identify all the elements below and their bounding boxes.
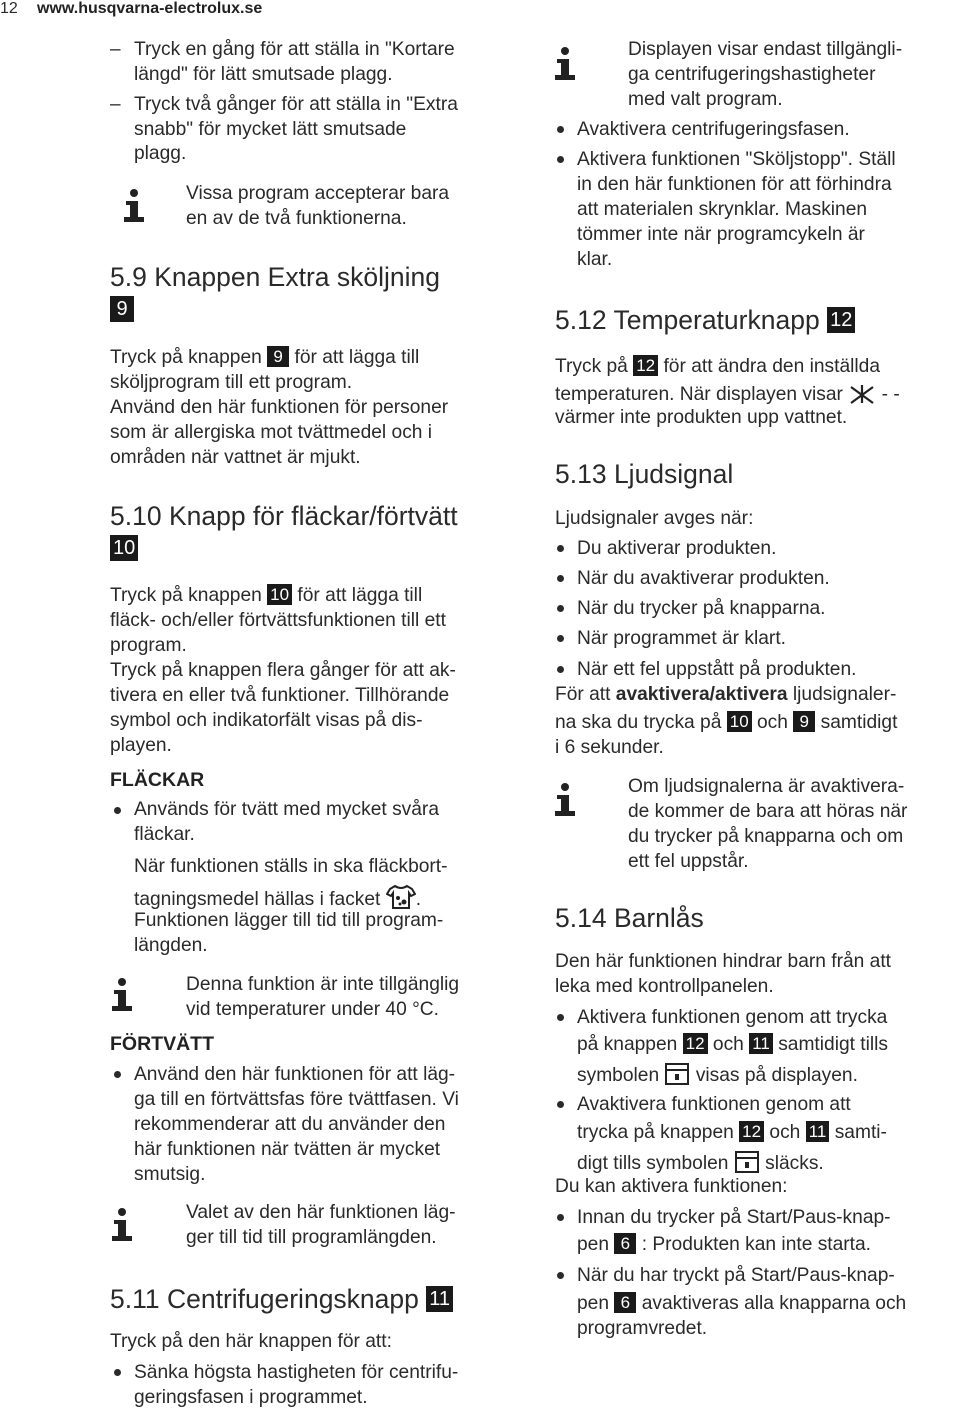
bullet-line: Avaktivera centrifugeringsfasen. [577,119,850,140]
button-12-badge: 12 [633,355,658,376]
bullet-dot [557,1101,564,1108]
paragraph-line: playen. [110,735,172,756]
paragraph-line: värmer inte produkten upp vattnet. [555,407,848,428]
bullet-dot [114,1071,121,1078]
bullet-line: att materialen skrynklar. Maskinen [577,199,868,220]
dash-item-line: Tryck en gång för att ställa in "Kortare [134,39,455,60]
button-12-badge: 12 [739,1121,764,1142]
paragraph-line: Tryck på den här knappen för att: [110,1331,392,1352]
paragraph-line: leka med kontrollpanelen. [555,976,774,997]
bullet-line: När ett fel uppstått på produkten. [577,659,857,680]
subheading: FÖRTVÄTT [110,1033,214,1055]
bullet-line: Använd den här funktionen för att läg- [134,1064,456,1085]
section-number-badge: 10 [110,535,138,562]
paragraph-line: i 6 sekunder. [555,737,664,758]
button-12-badge: 12 [683,1033,708,1054]
bullet-dot [557,1214,564,1221]
info-note-line: med valt program. [628,89,783,110]
info-note-line: en av de två funktionerna. [186,208,407,229]
dash-marker: – [110,94,121,115]
info-icon [98,1205,146,1245]
bullet-line: Innan du trycker på Start/Paus-knap- [577,1207,891,1228]
paragraph-line: Tryck på 12 för att ändra den inställda [555,356,881,377]
bullet-line: När du trycker på knapparna. [577,598,826,619]
paragraph-line: na ska du trycka på 10 och 9 samtidigt [555,712,898,733]
stain-compartment-icon [386,884,416,910]
child-lock-icon [734,1150,760,1174]
paragraph-line: Den här funktionen hindrar barn från att [555,951,891,972]
bullet-line: på knappen 12 och 11 samtidigt tills [577,1034,889,1055]
bullet-line: symbolen visas på displayen. [577,1062,858,1089]
bullet-line: När programmet är klart. [577,628,786,649]
bullet-line: När du avaktiverar produkten. [577,568,830,589]
bullet-line: pen 6 : Produkten kan inte starta. [577,1234,872,1255]
bullet-line: tömmer inte när programcykeln är [577,224,865,245]
paragraph-line: När funktionen ställs in ska fläckbort- [134,856,448,877]
bullet-line: programvredet. [577,1318,708,1339]
section-title: 5.10 Knapp för fläckar/förtvätt [110,501,458,531]
subheading: FLÄCKAR [110,769,205,791]
bullet-line: geringsfasen i programmet. [134,1387,368,1408]
paragraph-line: sköljprogram till ett program. [110,372,353,393]
info-note-line: Om ljudsignalerna är avaktivera- [628,776,905,797]
info-note-line: Displayen visar endast tillgängli- [628,39,903,60]
paragraph-line: Tryck på knappen flera gånger för att ak- [110,660,456,681]
paragraph-line: Använd den här funktionen för personer [110,397,449,418]
bullet-line: fläckar. [134,824,195,845]
info-note-line: du trycker på knapparna och om [628,826,904,847]
info-note-line: ett fel uppstår. [628,851,749,872]
paragraph-line: tagningsmedel hällas i facket . [134,884,421,913]
paragraph-line: fläck- och/eller förtvättsfunktionen till ett [110,610,446,631]
info-note-line: Vissa program accepterar bara [186,183,450,204]
bullet-line: trycka på knappen 12 och 11 samti- [577,1122,887,1143]
paragraph-line: som är allergiska mot tvättmedel och i [110,422,433,443]
bullet-line: ga till en förtvättsfas före tvättfasen. Vi [134,1089,459,1110]
section-number-badge: 9 [110,296,134,323]
bullet-line: När du har tryckt på Start/Paus-knap- [577,1265,895,1286]
dash-item-line: plagg. [134,143,187,164]
bullet-line: in den här funktionen för att förhindra [577,174,892,195]
info-note-line: ger till tid till programlängden. [186,1227,437,1248]
info-note-line: Denna funktion är inte tillgänglig [186,974,460,995]
info-note-line: Valet av den här funktionen läg- [186,1202,456,1223]
bullet-line: Avaktivera funktionen genom att [577,1094,851,1115]
bullet-line: Aktivera funktionen "Sköljstopp". Ställ [577,149,896,170]
button-9-badge: 9 [793,711,815,732]
section-title: 5.9 Knappen Extra sköljning [110,262,440,292]
button-11-badge: 11 [806,1121,830,1142]
bullet-line: klar. [577,249,613,270]
bullet-dot [114,807,121,814]
bullet-line: Används för tvätt med mycket svåra [134,799,439,820]
bullet-dot [557,126,564,133]
paragraph-line: tivera en eller två funktioner. Tillhörande [110,685,450,706]
button-10-badge: 10 [727,711,752,732]
bullet-dot [114,1369,121,1376]
button-10-badge: 10 [267,584,292,605]
paragraph-line: temperaturen. När displayen visar - - [555,381,900,408]
bullet-dot [557,156,564,163]
paragraph-line: symbol och indikatorfält visas på dis- [110,710,423,731]
dash-item-line: snabb" för mycket lätt smutsade [134,119,407,140]
info-note-line: vid temperaturer under 40 °C. [186,999,439,1020]
info-icon [98,975,146,1015]
bullet-line: Du aktiverar produkten. [577,538,777,559]
bullet-dot [557,666,564,673]
info-note-line: ga centrifugeringshastigheter [628,64,876,85]
paragraph-line: Tryck på knappen 10 för att lägga till [110,585,423,606]
info-note-line: de kommer de bara att höras när [628,801,908,822]
bullet-line: här funktionen när tvätten är mycket [134,1139,441,1160]
paragraph-line: För att avaktivera/aktivera ljudsignaler- [555,684,897,705]
bullet-line: Sänka högsta hastigheten för centrifu- [134,1362,459,1383]
bullet-dot [557,605,564,612]
section-number-badge: 11 [426,1286,453,1312]
bullet-line: Aktivera funktionen genom att trycka [577,1007,888,1028]
section-number-badge: 12 [827,307,855,333]
bullet-dot [557,575,564,582]
child-lock-icon [664,1062,690,1086]
bullet-line: pen 6 avaktiveras alla knapparna och [577,1293,907,1314]
dash-item-line: längd" för lätt smutsade plagg. [134,64,393,85]
paragraph-line: Du kan aktivera funktionen: [555,1176,788,1197]
paragraph-line: längden. [134,935,208,956]
bullet-line: digt tills symbolen släcks. [577,1150,824,1177]
dash-item-line: Tryck två gånger för att ställa in "Extra [134,94,458,115]
bullet-line: rekommenderar att du använder den [134,1114,446,1135]
button-9-badge: 9 [267,346,289,367]
page-number: 12 [0,0,18,17]
info-icon [541,44,589,84]
bullet-dot [557,635,564,642]
section-title: 5.12 Temperaturknapp 12 [555,305,855,335]
button-11-badge: 11 [749,1033,773,1054]
bullet-dot [557,1014,564,1021]
section-title: 5.14 Barnlås [555,903,704,933]
paragraph-line: områden när vattnet är mjukt. [110,447,361,468]
site-url: www.husqvarna-electrolux.se [37,0,263,17]
bullet-line: smutsig. [134,1164,206,1185]
info-icon [110,186,158,226]
paragraph-line: Funktionen lägger till tid till program- [134,910,444,931]
section-title: 5.11 Centrifugeringsknapp 11 [110,1284,453,1314]
paragraph-line: Ljudsignaler avges när: [555,508,754,529]
dash-marker: – [110,39,121,60]
info-icon [541,780,589,820]
paragraph-line: program. [110,635,187,656]
cold-wash-icon [848,381,876,405]
bullet-dot [557,1272,564,1279]
section-title: 5.13 Ljudsignal [555,459,734,489]
paragraph-line: Tryck på knappen 9 för att lägga till [110,347,420,368]
button-6-badge: 6 [614,1292,636,1313]
bullet-dot [557,545,564,552]
button-6-badge: 6 [614,1233,636,1254]
